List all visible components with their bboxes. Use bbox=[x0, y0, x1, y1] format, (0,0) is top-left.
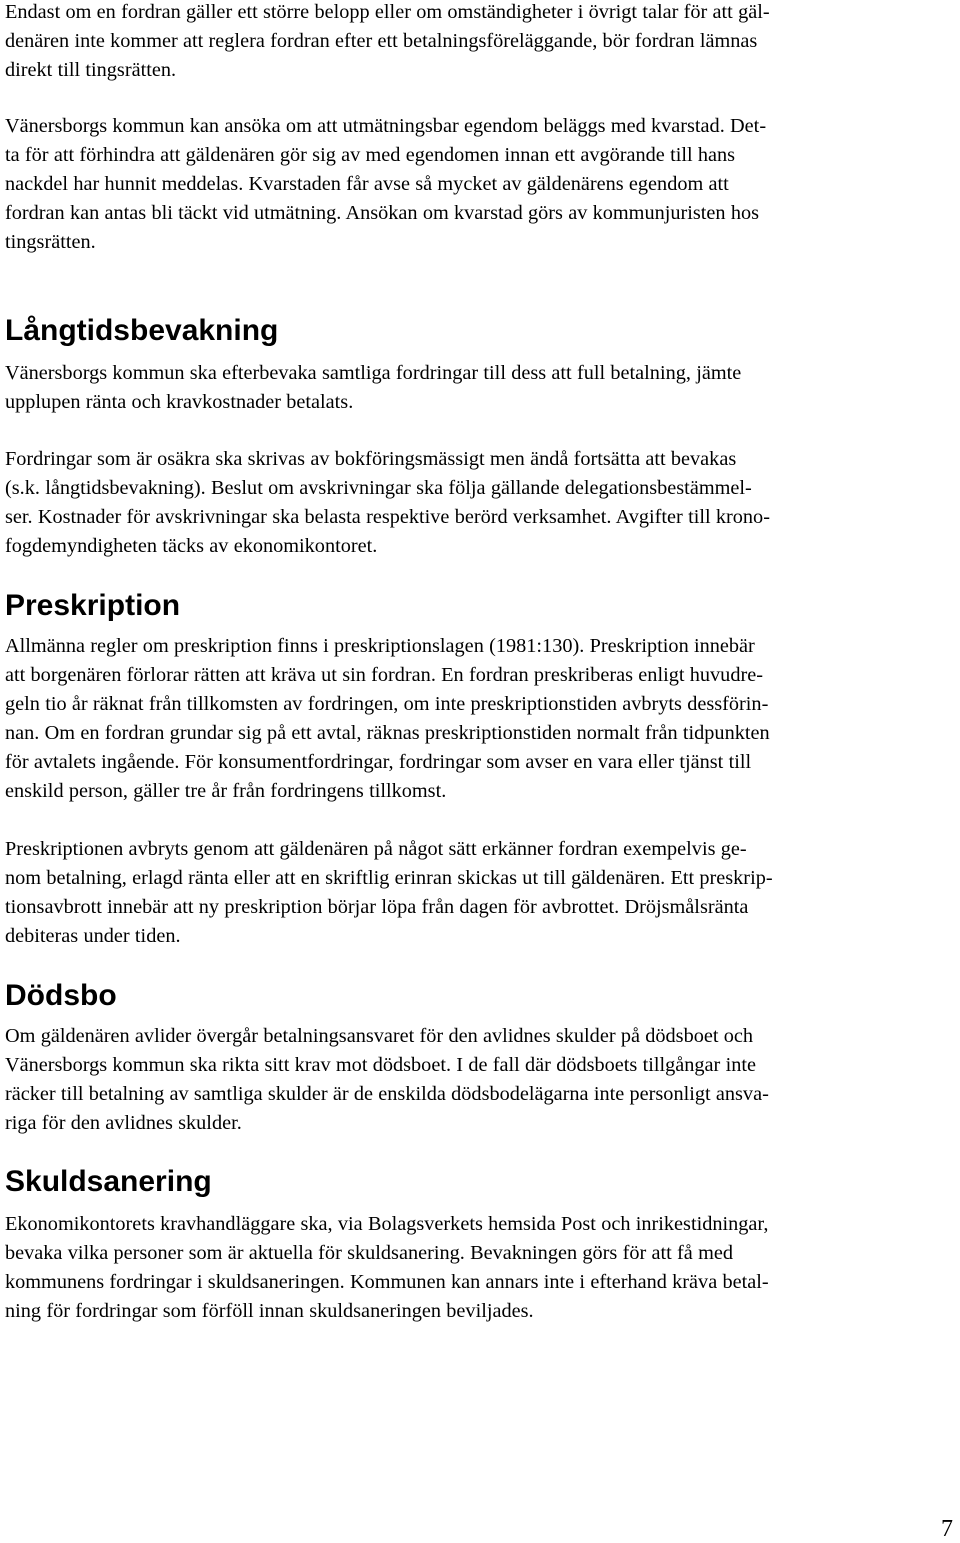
text-line: Endast om en fordran gäller ett större belopp eller om omständigheter i övrigt talar för att gäl- bbox=[5, 1, 770, 23]
heading-langtidsbevakning: Långtidsbevakning bbox=[5, 314, 279, 347]
paragraph-efterbevakning bbox=[5, 359, 741, 417]
text-line: direkt till tingsrätten. bbox=[5, 59, 177, 81]
paragraph-avskrivning bbox=[5, 445, 770, 561]
paragraph-preskription-rules bbox=[5, 632, 770, 806]
paragraph-dodsbo bbox=[5, 1022, 769, 1138]
heading-preskription: Preskription bbox=[5, 589, 181, 622]
text-line: geln tio år räknat från tillkomsten av fordringen, om inte preskriptionstiden avbryts dessförin- bbox=[5, 693, 769, 715]
heading-skuldsanering: Skuldsanering bbox=[5, 1165, 212, 1198]
text-line: tionsavbrott innebär att ny preskription börjar löpa från dagen för avbrottet. Dröjsmålsränta bbox=[5, 896, 749, 918]
text-line: räcker till betalning av samtliga skulder är de enskilda dödsbodelägarna inte personligt ansva- bbox=[5, 1083, 769, 1105]
text-line: Vänersborgs kommun kan ansöka om att utmätningsbar egendom beläggs med kvarstad. Det- bbox=[5, 115, 767, 137]
text-line: Vänersborgs kommun ska rikta sitt krav mot dödsboet. I de fall där dödsboets tillgångar inte bbox=[5, 1054, 756, 1076]
text-line: Vänersborgs kommun ska efterbevaka samtliga fordringar till dess att full betalning, jämte bbox=[5, 362, 742, 384]
text-line: ta för att förhindra att gäldenären gör sig av med egendomen innan ett avgörande till hans bbox=[5, 144, 736, 166]
text-line: upplupen ränta och kravkostnader betalats. bbox=[5, 391, 354, 413]
text-line: fogdemyndigheten täcks av ekonomikontoret. bbox=[5, 535, 378, 557]
text-line: bevaka vilka personer som är aktuella för skuldsanering. Bevakningen görs för att få med bbox=[5, 1242, 733, 1264]
paragraph-kvarstad bbox=[5, 112, 766, 257]
text-line: nan. Om en fordran grundar sig på ett avtal, räknas preskriptionstiden normalt från tidpunkten bbox=[5, 722, 770, 744]
text-line: Ekonomikontorets kravhandläggare ska, via Bolagsverkets hemsida Post och inrikestidningar, bbox=[5, 1213, 769, 1235]
text-line: för avtalets ingående. För konsumentfordringar, fordringar som avser en vara eller tjänst till bbox=[5, 751, 752, 773]
text-line: (s.k. långtidsbevakning). Beslut om avskrivningar ska följa gällande delegationsbestämmel- bbox=[5, 477, 752, 499]
text-line: riga för den avlidnes skulder. bbox=[5, 1112, 242, 1134]
paragraph-skuldsanering bbox=[5, 1210, 769, 1326]
paragraph-direct-court bbox=[5, 0, 770, 85]
text-line: att borgenären förlorar rätten att kräva ut sin fordran. En fordran preskriberas enligt huvudre- bbox=[5, 664, 763, 686]
text-line: Om gäldenären avlider övergår betalningsansvaret för den avlidnes skulder på dödsboet och bbox=[5, 1025, 754, 1047]
text-line: Preskriptionen avbryts genom att gäldenären på något sätt erkänner fordran exempelvis ge- bbox=[5, 838, 747, 860]
page-number: 7 bbox=[941, 1516, 953, 1542]
text-line: kommunens fordringar i skuldsaneringen. Kommunen kan annars inte i efterhand kräva betal- bbox=[5, 1271, 769, 1293]
text-line: ning för fordringar som förföll innan skuldsaneringen beviljades. bbox=[5, 1300, 534, 1322]
text-line: nackdel har hunnit meddelas. Kvarstaden får avse så mycket av gäldenärens egendom att bbox=[5, 173, 729, 195]
text-line: denären inte kommer att reglera fordran efter ett betalningsföreläggande, bör fordran lämnas bbox=[5, 30, 758, 52]
text-line: nom betalning, erlagd ränta eller att en skriftlig erinran skickas ut till gäldenären. Ett preskrip- bbox=[5, 867, 773, 889]
heading-dodsbo: Dödsbo bbox=[5, 979, 117, 1012]
text-line: tingsrätten. bbox=[5, 231, 96, 253]
text-line: fordran kan antas bli täckt vid utmätning. Ansökan om kvarstad görs av kommunjuristen hos bbox=[5, 202, 760, 224]
text-line: enskild person, gäller tre år från fordringens tillkomst. bbox=[5, 780, 447, 802]
text-line: Allmänna regler om preskription finns i preskriptionslagen (1981:130). Preskription innebär bbox=[5, 635, 755, 657]
text-line: ser. Kostnader för avskrivningar ska belasta respektive berörd verksamhet. Avgifter till krono- bbox=[5, 506, 770, 528]
text-line: debiteras under tiden. bbox=[5, 925, 181, 947]
text-line: Fordringar som är osäkra ska skrivas av bokföringsmässigt men ändå fortsätta att bevakas bbox=[5, 448, 737, 470]
paragraph-preskription-avbrott bbox=[5, 835, 773, 951]
